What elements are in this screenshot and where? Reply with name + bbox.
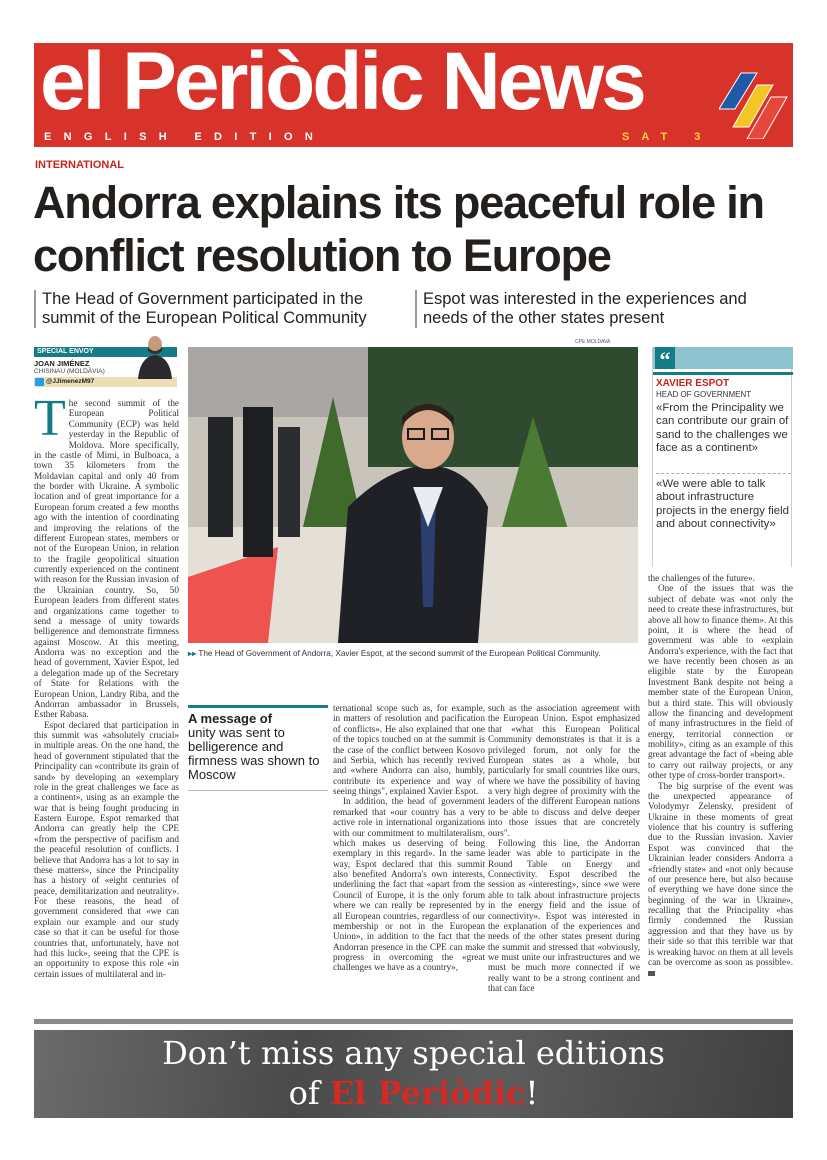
subhead-1: The Head of Government participated in the summit of the European Political Community [34, 290, 404, 328]
body-column-3 [333, 703, 485, 973]
pull-quote-rule [188, 790, 328, 791]
body-paragraph-9 [648, 781, 793, 978]
promo-banner[interactable] [34, 1030, 793, 1118]
pull-quote-text: unity was sent to belligerence and firmness was shown to Moscow [188, 725, 320, 782]
body-column-5 [648, 573, 793, 978]
author-name: JOAN JIMÉNEZ [34, 359, 90, 368]
author-label: SPECIAL ENVOY [34, 347, 177, 357]
masthead-edition: ENGLISH EDITION [44, 131, 326, 143]
body-paragraph-2: Espot declared that participation in this summit was «absolutely crucial» in multiple areas. On the one hand, the head of government stipulated that the Principality can «contribute its grain of sand» by developing an «exemplary role in the great challenges we face as a continent», using as an example the war that is being fought producing in Eastern Europe. Espot remarked that Andorra can greatly help the CPE «from the perspective of pacifism and the peaceful resolution of conflicts. I believe that Andorra has a lot to say in these matters», since the Principality has a history of «eight centuries of peace, demilitarization and neutrality». For these reasons, the head of government considered that «we can explain our example and our study case so that it can be useful for those countries that, unfortunately, have not had this luck», seeing that the CPE is an opportunity to expose this role «in certain issues of multilateral and in- [34, 719, 179, 979]
body-paragraph-1-text: he second summit of the European Political Community (ECP) was held yesterday in the Republic of Moldova. More specifically, in the castle of Mimi, in Bulboaca, a town 35 kilometers from the Moldavian capital and only 40 from the border with Ukraine. A symbolic location and of great importance for a European forum created a few months ago with the intention of coordinating and improving the relations of the different European states, members or not of the European Union, in relation to the fragile geopolitical situation currently experienced on the continent with reason for the Russian invasion of the Ukrainian country. So, 50 European leaders from different states and organizations came together to send a message of unity towards belligerence and demonstrate firmness against Moscow. At this meeting, Andorra was no exception and the head of government, Xavier Espot, led a delegation made up of the Secretary of State for Relations with the European Union, Landry Riba, and the Andorran ambassador in Brussels, Esther Rabasa. [34, 398, 179, 720]
banner-line-1: Don’t miss any special editions [162, 1034, 665, 1072]
body-column-1 [34, 390, 179, 979]
subhead-2: Espot was interested in the experiences and needs of the other states present [415, 290, 795, 328]
author-location: CHISINAU (MOLDÀVIA) [34, 368, 105, 375]
body-paragraph-8: One of the issues that was the subject of debate was «not only the need to create these infrastructures, but above all how to finance them». At this point, it is where the head of government was able to «explain Andorra's experience, with the fact that we have recently been chosen as an eligible state by the European Investment Bank despite not being a member state of the European Union, but a third state. This will obviously allow the financing and development of many infrastructures in the field of energy, territorial connection or mobility», citing as an example of this great advantage the fact of «being able to carry out railway projects, or any other type of cross-border transport». [648, 583, 793, 781]
body-paragraph-9-text: The big surprise of the event was the unexpected appearance of Volodymyr Zelensky, president of Ukraine in these moments of great violence that his country is suffering due to the Russian invasion. Xavier Espot was convinced that the Ukrainian leader considers Andorra a «friendly state» and «not only because of our presence here, but also because of everything we have done since the beginning of the war in Ukraine», recalling that the Principality «has firmly condemned the Russian aggression and that they have us by their side so that this terrible war that is wreaking havoc on them at all levels can be overcome as soon as possible». [648, 780, 793, 967]
quote-box [652, 347, 792, 567]
caption-arrow-icon: ▸▸ [188, 649, 197, 658]
pull-quote [188, 705, 328, 791]
quote-name: XAVIER ESPOT [656, 378, 730, 389]
banner-line-2-suffix: ! [525, 1074, 539, 1112]
banner-line-2-prefix: of [288, 1074, 330, 1112]
photo-credit: CPE MOLDAVA [575, 339, 611, 345]
banner-line-2 [34, 1074, 793, 1112]
body-paragraph-1 [34, 390, 179, 720]
author-twitter-handle: @JJimenezM97 [46, 378, 95, 385]
body-paragraph-7: the challenges of the future». [648, 573, 755, 583]
masthead-date: SAT 3 [622, 131, 713, 143]
masthead-title: el Periòdic News [40, 36, 644, 127]
pull-quote-bold: A message of [188, 711, 273, 726]
footer-divider [34, 1019, 793, 1024]
quote-separator [656, 473, 791, 474]
body-paragraph-4: In addition, the head of government remarked that «our country has a very active role in international organizations with our commitment to multilateralism, which makes us deserving of being exemplary in this regard». In the same way, Espot declared that this summit also benefited Andorra's own interests, underlining the fact that «apart from the Council of Europe, it is the only forum where we can really be represented by all European countries, regardless of our membership or not in the European Union», in addition to the fact that the Andorran presence in the CPE can make progress in overcoming the «great challenges we have as a country», [333, 796, 485, 973]
quote-rule [653, 372, 793, 375]
caption-text: The Head of Government of Andorra, Xavier Espot, at the second summit of the European Political Community. [198, 649, 601, 658]
dropcap: T [34, 390, 66, 447]
quote-icon: “ [655, 347, 675, 369]
quote-role: HEAD OF GOVERNMENT [656, 390, 752, 399]
quote-2: «We were able to talk about infrastructure projects in the energy field and about connectivity» [656, 478, 789, 530]
headline: Andorra explains its peaceful role in conflict resolution to Europe [33, 177, 764, 281]
body-paragraph-6: Following this line, the Andorran leader was able to participate in the Round Table on Energy and Connectivity. Espot described the session as «interesting», since «we were able to talk about infrastructure projects in the energy field and the issue of connectivity». Espot was interested in the explanation of the experiences and needs of the other states present during the summit and stressed that «obviously, we must unite our infrastructures and we must be much more connected if we really want to be a strong continent and that can face [488, 837, 640, 994]
body-paragraph-5: such as the association agreement with the European Union. Espot emphasized that «what this European Political Community demonstrates is that it is a privileged forum, not only for the European states as a whole, but particularly for small countries like ours, where we have the possibility of having a very high degree of proximity with the leaders of the different European nations to be able to discuss and delve deeper into those issues that are concretely ours". [488, 703, 640, 838]
end-mark-icon [648, 971, 655, 976]
masthead [34, 36, 793, 147]
section-label: INTERNATIONAL [35, 159, 125, 171]
body-paragraph-3: ternational scope such as, for example, in matters of resolution and pacification of conflicts». He also explained that one of the topics touched on at the summit is the case of the conflict between Kosovo and Serbia, which has recently revived and «where Andorra can also, humbly, contribute its experience and way of seeing things", explained Xavier Espot. [333, 703, 485, 796]
banner-brand: El Periòdic [329, 1074, 526, 1112]
logo-stripes-icon [719, 71, 789, 139]
photo-caption [188, 648, 640, 658]
body-column-4 [488, 703, 640, 994]
main-photo [188, 347, 638, 643]
quote-1: «From the Principality we can contribute our grain of sand to the challenges we face as a continent» [656, 402, 789, 454]
twitter-icon [35, 378, 44, 386]
author-avatar [136, 333, 174, 379]
author-box [34, 347, 177, 387]
